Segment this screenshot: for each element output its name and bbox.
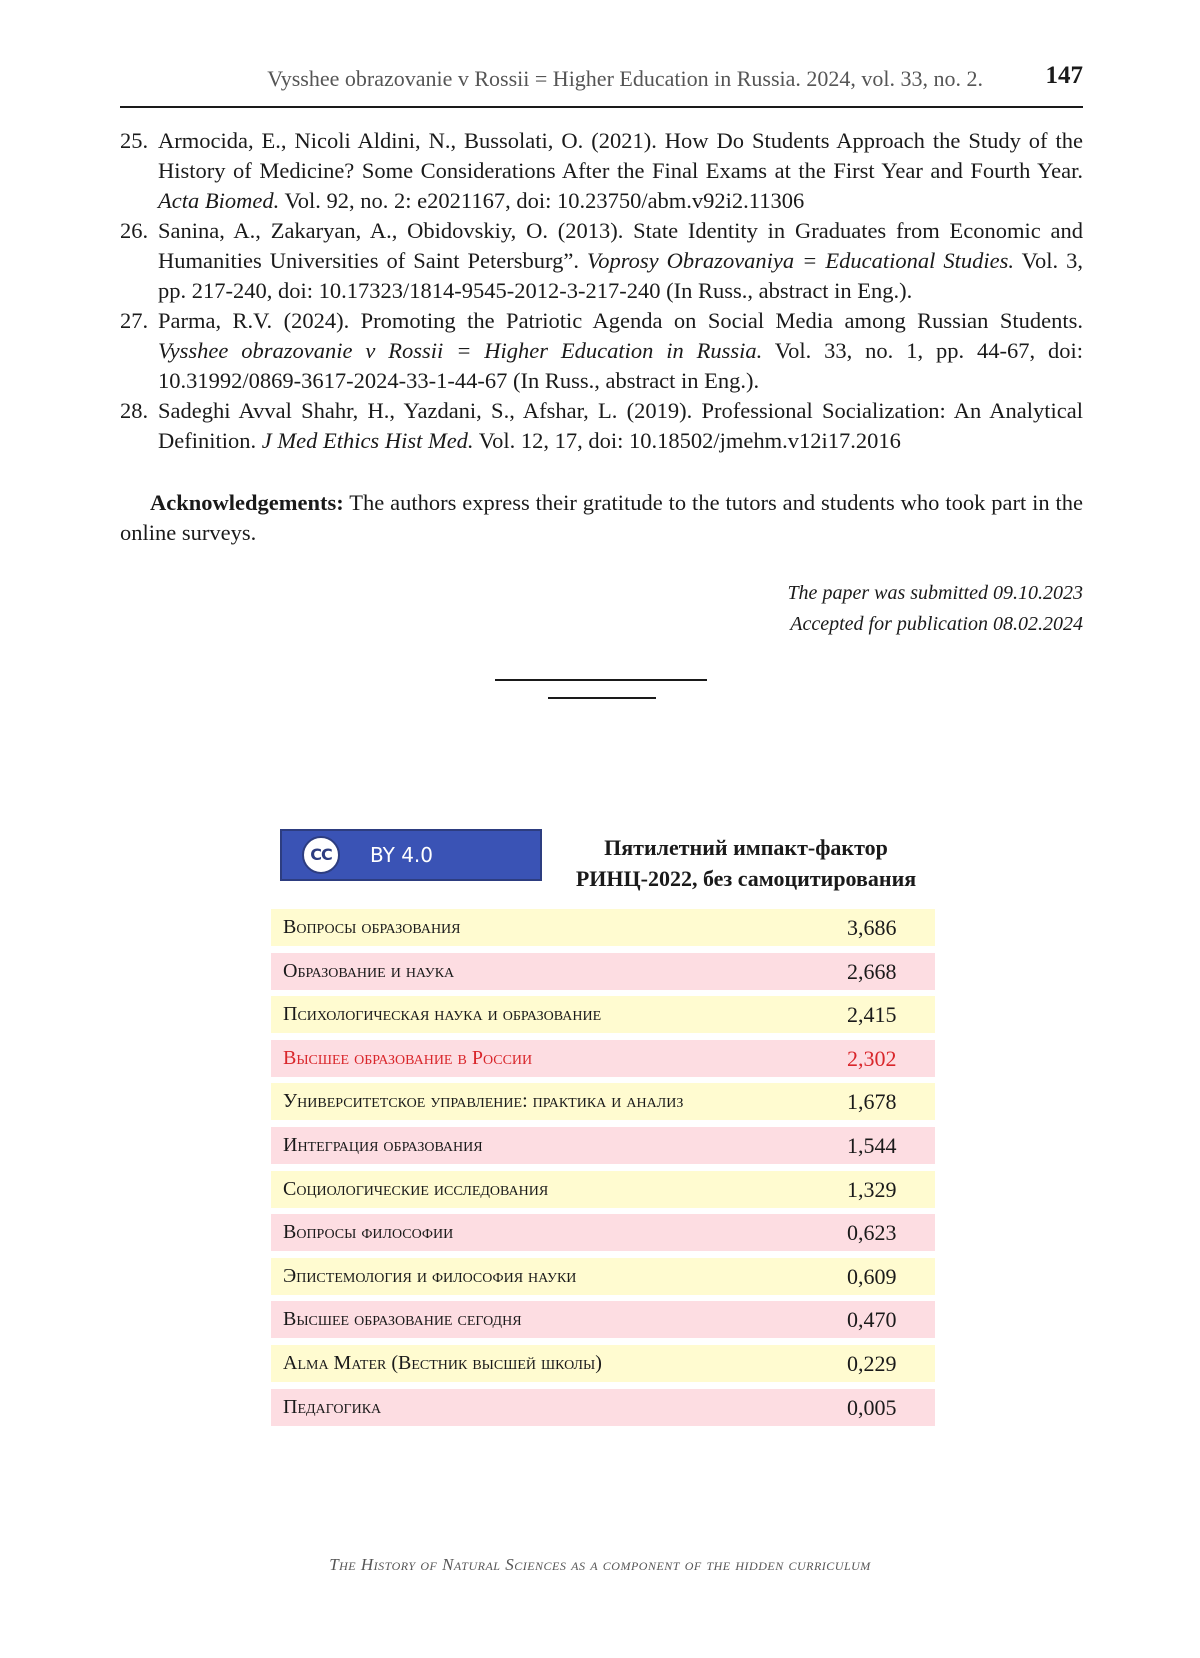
table-row [271, 909, 935, 946]
reference-number: 27. [120, 308, 149, 333]
impact-factor-title-line2: РИНЦ-2022, без самоцитирования [575, 866, 917, 891]
journal-name: Психологическая наука и образование [283, 1003, 602, 1026]
reference-number: 26. [120, 218, 149, 243]
end-rule-short [548, 697, 656, 699]
journal-name: Социологические исследования [283, 1177, 549, 1200]
table-row [271, 1214, 935, 1251]
reference-details: Vol. 33, no. 1, pp. 44-67, doi: 10.31992/0869-3617-2024-33-1-44-67 (In Russ., abstract in Eng.). [158, 338, 1083, 393]
table-row [271, 1258, 935, 1295]
impact-factor-title [560, 832, 932, 894]
journal-name: Alma Mater (Вестник высшей школы) [283, 1351, 602, 1374]
impact-value: 0,623 [847, 1220, 897, 1246]
reference-text: Sadeghi Avval Shahr, H., Yazdani, S., Afshar, L. (2019). Professional Socialization: An Analytical Definition. [158, 398, 1083, 453]
table-row [271, 1171, 935, 1208]
acknowledgements [120, 488, 1083, 548]
impact-value: 0,470 [847, 1307, 897, 1333]
submitted-date: The paper was submitted 09.10.2023 [787, 582, 1083, 604]
journal-name: Образование и наука [283, 959, 455, 982]
reference-item [120, 396, 1083, 456]
end-rule-long [495, 679, 707, 681]
reference-text: Sanina, A., Zakaryan, A., Obidovskiy, O. (2013). State Identity in Graduates from Economic and Humanities Universities of Saint Petersburg”. [158, 218, 1083, 273]
running-footer: The History of Natural Sciences as a component of the hidden curriculum [329, 1555, 871, 1574]
cc-icon: CC [302, 836, 340, 874]
journal-name: Высшее образование сегодня [283, 1308, 522, 1331]
running-header [120, 58, 1083, 108]
reference-details: Vol. 92, no. 2: e2021167, doi: 10.23750/abm.v92i2.11306 [284, 188, 805, 213]
table-row [271, 1127, 935, 1164]
journal-name: Эпистемология и философия науки [283, 1264, 577, 1287]
reference-details: Vol. 12, 17, doi: 10.18502/jmehm.v12i17.2016 [478, 428, 901, 453]
reference-list [120, 126, 1083, 456]
table-row-highlighted [271, 1040, 935, 1077]
reference-item [120, 126, 1083, 216]
reference-details: Vol. 3, pp. 217-240, doi: 10.17323/1814-9545-2012-3-217-240 (In Russ., abstract in Eng.). [158, 248, 1084, 303]
table-row [271, 1301, 935, 1338]
impact-value: 1,329 [847, 1176, 897, 1202]
page-number: 147 [1045, 62, 1083, 89]
impact-value: 3,686 [847, 915, 897, 940]
impact-value: 2,668 [847, 958, 897, 984]
impact-value: 1,544 [847, 1132, 897, 1158]
impact-value: 1,678 [847, 1089, 897, 1115]
acknowledgements-label: Acknowledgements: [150, 490, 344, 515]
reference-source: Vysshee obrazovanie v Rossii = Higher Education in Russia. [158, 338, 763, 363]
reference-item [120, 216, 1083, 306]
reference-text: Parma, R.V. (2024). Promoting the Patriotic Agenda on Social Media among Russian Students. [158, 308, 1083, 333]
table-row [271, 1083, 935, 1120]
reference-item [120, 306, 1083, 396]
journal-name: Интеграция образования [283, 1133, 483, 1156]
journal-name: Вопросы образования [283, 916, 461, 938]
impact-value: 2,415 [847, 1002, 897, 1028]
acknowledgements-text: The authors express their gratitude to the tutors and students who took part in the online surveys. [120, 490, 1083, 545]
reference-number: 25. [120, 128, 149, 153]
impact-value: 0,609 [847, 1263, 897, 1289]
impact-factor-title-line1: Пятилетний импакт-фактор [604, 835, 888, 860]
table-row [271, 1345, 935, 1382]
table-row [271, 953, 935, 990]
reference-source: J Med Ethics Hist Med. [261, 428, 474, 453]
reference-text: Armocida, E., Nicoli Aldini, N., Bussolati, O. (2021). How Do Students Approach the Study of the History of Medicine? Some Considerations After the Final Exams at the First Year and Fourth Year. [158, 128, 1083, 183]
journal-name: Педагогика [283, 1395, 382, 1418]
impact-factor-table [271, 909, 935, 1432]
impact-value: 0,229 [847, 1350, 897, 1376]
reference-source: Acta Biomed. [158, 188, 280, 213]
journal-name: Университетское управление: практика и анализ [283, 1090, 684, 1113]
journal-title: Vysshee obrazovanie v Rossii = Higher Education in Russia. 2024, vol. 33, no. 2. [267, 66, 983, 91]
cc-license-badge [280, 829, 542, 881]
journal-name: Вопросы философии [283, 1221, 454, 1244]
table-row [271, 1389, 935, 1426]
accepted-date: Accepted for publication 08.02.2024 [790, 613, 1083, 635]
license-label: BY 4.0 [370, 843, 434, 867]
reference-number: 28. [120, 398, 149, 423]
publication-dates [787, 578, 1083, 640]
impact-value: 0,005 [847, 1394, 897, 1420]
journal-name: Высшее образование в России [283, 1046, 533, 1069]
table-row [271, 996, 935, 1033]
impact-value: 2,302 [847, 1045, 897, 1071]
reference-source: Voprosy Obrazovaniya = Educational Studies. [587, 248, 1015, 273]
